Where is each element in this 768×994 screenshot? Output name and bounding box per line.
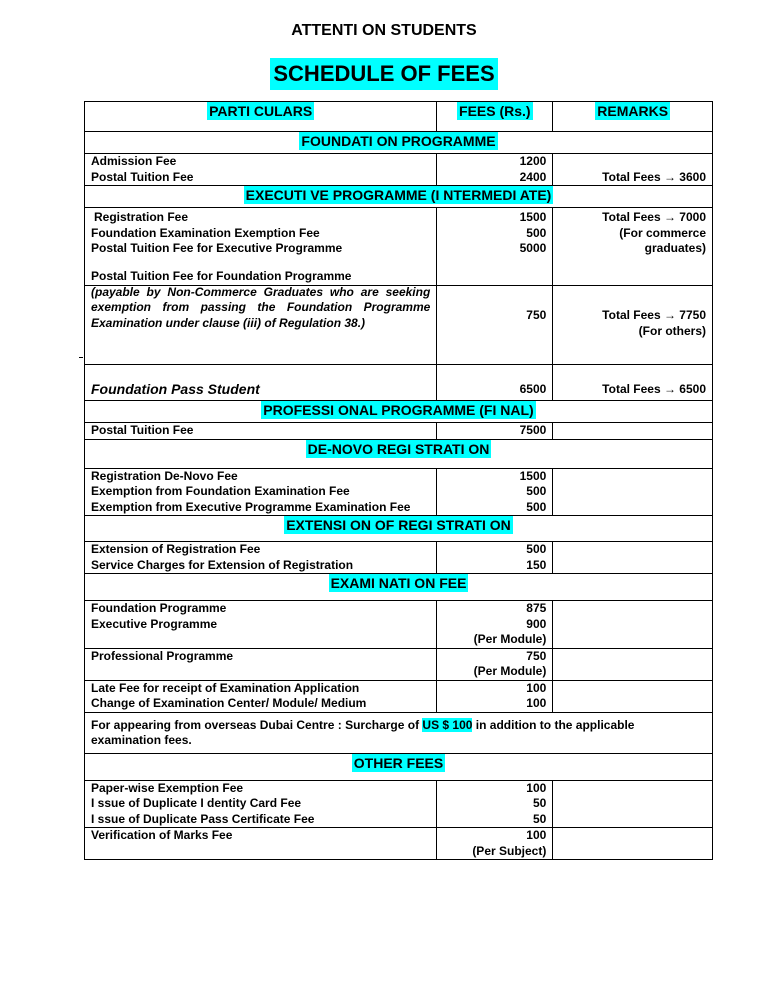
section-denovo xyxy=(85,439,713,468)
fee-amount: 1500 xyxy=(519,468,547,483)
fee-amount: 500 xyxy=(526,499,547,514)
fee-amount: 5000 xyxy=(519,241,547,255)
col-remarks: REMARKS xyxy=(597,103,669,119)
overseas-note-end: in addition to the applicable examination fees. xyxy=(91,717,635,747)
fee-schedule-table xyxy=(84,101,713,860)
fee-amount: 500 xyxy=(526,225,547,240)
section-extension xyxy=(85,516,713,542)
table-row xyxy=(85,423,713,440)
remark: Total Fees → 7000 xyxy=(602,210,706,224)
fee-item: Executive Programme xyxy=(91,616,218,631)
fee-amount: 7500 xyxy=(519,423,547,437)
remark: graduates) xyxy=(644,241,706,255)
section-title: OTHER FEES xyxy=(353,754,444,771)
fee-amount: 750 xyxy=(526,308,547,322)
section-title: DE-NOVO REGI STRATI ON xyxy=(307,440,490,457)
fee-amount: 50 xyxy=(532,796,547,810)
fee-item: Paper-wise Exemption Fee xyxy=(91,780,244,795)
table-row xyxy=(85,680,713,712)
overseas-note: For appearing from overseas Dubai Centre : Surcharge of xyxy=(91,717,423,732)
section-professional xyxy=(85,401,713,423)
fee-item: Exemption from Foundation Examination Fee xyxy=(91,484,350,498)
fee-amount: 2400 xyxy=(519,169,547,184)
fee-amount: 500 xyxy=(526,542,547,556)
fee-amount: 50 xyxy=(532,811,547,826)
fee-item: Postal Tuition Fee xyxy=(91,169,194,184)
fee-item: Foundation Programme xyxy=(91,601,227,615)
fee-amount: 1200 xyxy=(519,154,547,168)
remark: (For others) xyxy=(638,323,706,338)
remark: Total Fees → 3600 xyxy=(602,169,706,184)
fee-item: Admission Fee xyxy=(91,154,177,168)
fee-item: Extension of Registration Fee xyxy=(91,542,261,556)
fee-item: Exemption from Executive Programme Examination Fee xyxy=(91,499,411,514)
table-row xyxy=(85,780,713,828)
section-exam xyxy=(85,574,713,601)
fee-item: Postal Tuition Fee for Executive Programme xyxy=(91,241,343,255)
table-row xyxy=(85,601,713,649)
fee-amount: 6500 xyxy=(519,381,547,396)
overseas-amount: US $ 100 xyxy=(422,717,473,732)
fee-item: Foundation Examination Exemption Fee xyxy=(91,225,320,240)
fee-amount: 100 xyxy=(526,780,547,795)
fee-amount: 100 xyxy=(526,680,547,695)
fee-item: Registration De-Novo Fee xyxy=(91,468,238,483)
fee-unit: (Per Subject) xyxy=(472,843,547,858)
attention-heading: ATTENTI ON STUDENTS xyxy=(291,22,477,39)
fee-item: Postal Tuition Fee xyxy=(91,423,194,437)
table-row xyxy=(85,468,713,516)
fee-unit: (Per Module) xyxy=(473,632,547,646)
fee-item: Registration Fee xyxy=(94,210,189,224)
margin-mark xyxy=(79,357,83,358)
col-particulars: PARTI CULARS xyxy=(209,103,313,119)
fee-item: Postal Tuition Fee for Foundation Programme xyxy=(91,269,352,283)
table-row xyxy=(85,542,713,574)
fee-item: Foundation Pass Student xyxy=(91,380,260,397)
fee-amount: 100 xyxy=(526,696,547,710)
table-row xyxy=(85,648,713,680)
fee-amount: 100 xyxy=(526,828,547,842)
fee-item: Service Charges for Extension of Registration xyxy=(91,557,354,572)
section-foundation xyxy=(85,132,713,154)
section-title: FOUNDATI ON PROGRAMME xyxy=(301,133,496,149)
fee-amount: 750 xyxy=(526,648,547,663)
fee-amount: 875 xyxy=(526,601,547,615)
section-title: PROFESSI ONAL PROGRAMME (FI NAL) xyxy=(263,402,534,418)
fee-unit: (Per Module) xyxy=(473,664,547,678)
fee-item: Change of Examination Center/ Module/ Medium xyxy=(91,696,367,710)
page-title: SCHEDULE OF FEES xyxy=(270,58,497,90)
fee-amount: 500 xyxy=(526,484,547,498)
section-title: EXAMI NATI ON FEE xyxy=(330,575,467,591)
fee-amount: 900 xyxy=(526,616,547,631)
table-row xyxy=(85,154,713,186)
fee-item: Late Fee for receipt of Examination Application xyxy=(91,680,360,695)
col-fees: FEES (Rs.) xyxy=(459,103,531,119)
fee-item: Professional Programme xyxy=(91,648,234,663)
fee-item: Verification of Marks Fee xyxy=(91,828,233,842)
table-row xyxy=(85,712,713,753)
fee-item: I ssue of Duplicate I dentity Card Fee xyxy=(91,796,302,810)
remark: (For commerce xyxy=(619,225,706,240)
table-row xyxy=(85,286,713,365)
table-row xyxy=(85,365,713,401)
section-executive xyxy=(85,186,713,208)
fee-amount: 1500 xyxy=(519,210,547,224)
fee-note: (payable by Non-Commerce Graduates who are seeking exemption from passing the Foundation Programme Examination under clause (iii) of Regulation 38.) xyxy=(91,284,431,330)
section-title: EXECUTI VE PROGRAMME (I NTERMEDI ATE) xyxy=(245,187,552,203)
column-header-row xyxy=(85,102,713,132)
section-title: EXTENSI ON OF REGI STRATI ON xyxy=(286,517,511,533)
fee-item: I ssue of Duplicate Pass Certificate Fee xyxy=(91,811,315,826)
fee-amount: 150 xyxy=(526,557,547,572)
table-row xyxy=(85,828,713,860)
section-other xyxy=(85,753,713,780)
remark: Total Fees → 6500 xyxy=(602,381,706,396)
remark: Total Fees → 7750 xyxy=(602,308,706,322)
